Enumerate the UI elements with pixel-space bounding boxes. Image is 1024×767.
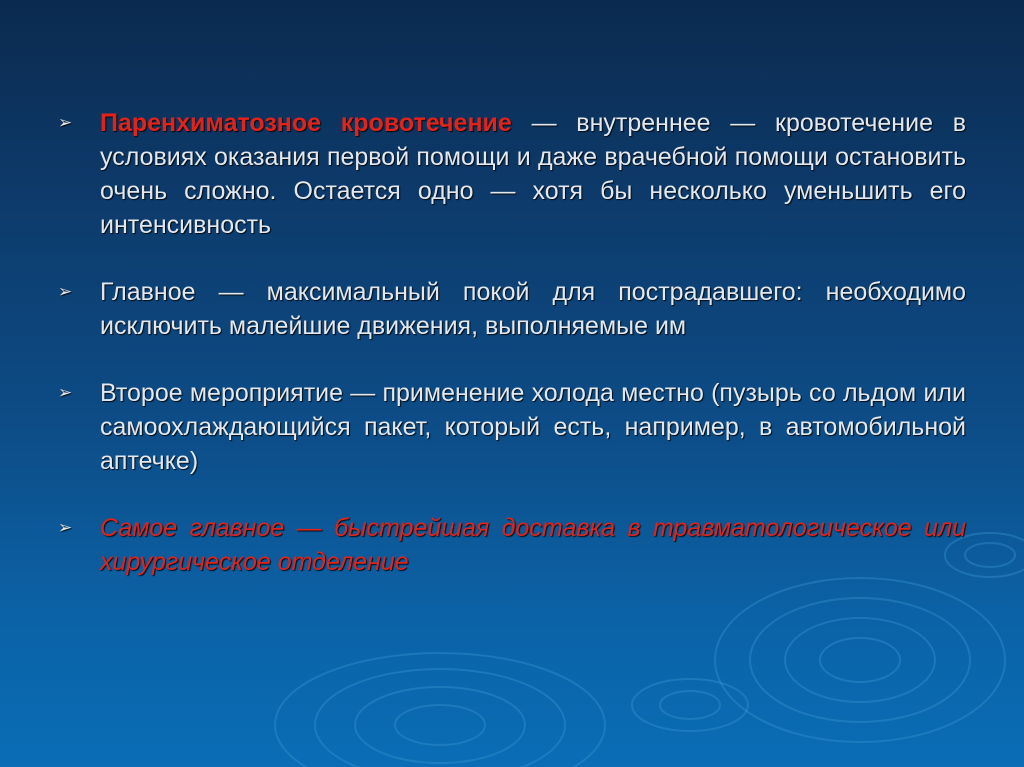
arrow-bullet-icon: ➢ bbox=[58, 518, 73, 537]
arrow-bullet-icon: ➢ bbox=[58, 383, 73, 402]
bullet-4-emphasis: быстрейшая доставка в травматологическое или хирургическое отделение bbox=[100, 514, 966, 576]
bullet-4-plain: Самое главное — bbox=[100, 514, 335, 542]
bullet-2-text: Главное — максимальный покой для пострадавшего: необходимо исключить малейшие движения, выполняемые им bbox=[100, 278, 966, 340]
arrow-bullet-icon: ➢ bbox=[58, 282, 73, 301]
bullet-3-text: Второе мероприятие — применение холода местно (пузырь со льдом или самоохлаждающийся пакет, который есть, например, в автомобильной аптечке) bbox=[100, 379, 966, 475]
bullet-1-highlight: Паренхиматозное кровотечение bbox=[100, 109, 512, 137]
bullet-item-3 bbox=[58, 376, 966, 478]
bullet-item-4 bbox=[58, 511, 966, 579]
bullet-list bbox=[58, 106, 966, 612]
bullet-1-text: — внутреннее — кровотечение в условиях оказания первой помощи и даже врачебной помощи остановить очень сложно. Остается одно — хотя бы несколько уменьшить его интенсивность bbox=[100, 109, 966, 239]
arrow-bullet-icon: ➢ bbox=[58, 113, 73, 132]
bullet-item-1 bbox=[58, 106, 966, 242]
bullet-item-2 bbox=[58, 275, 966, 343]
